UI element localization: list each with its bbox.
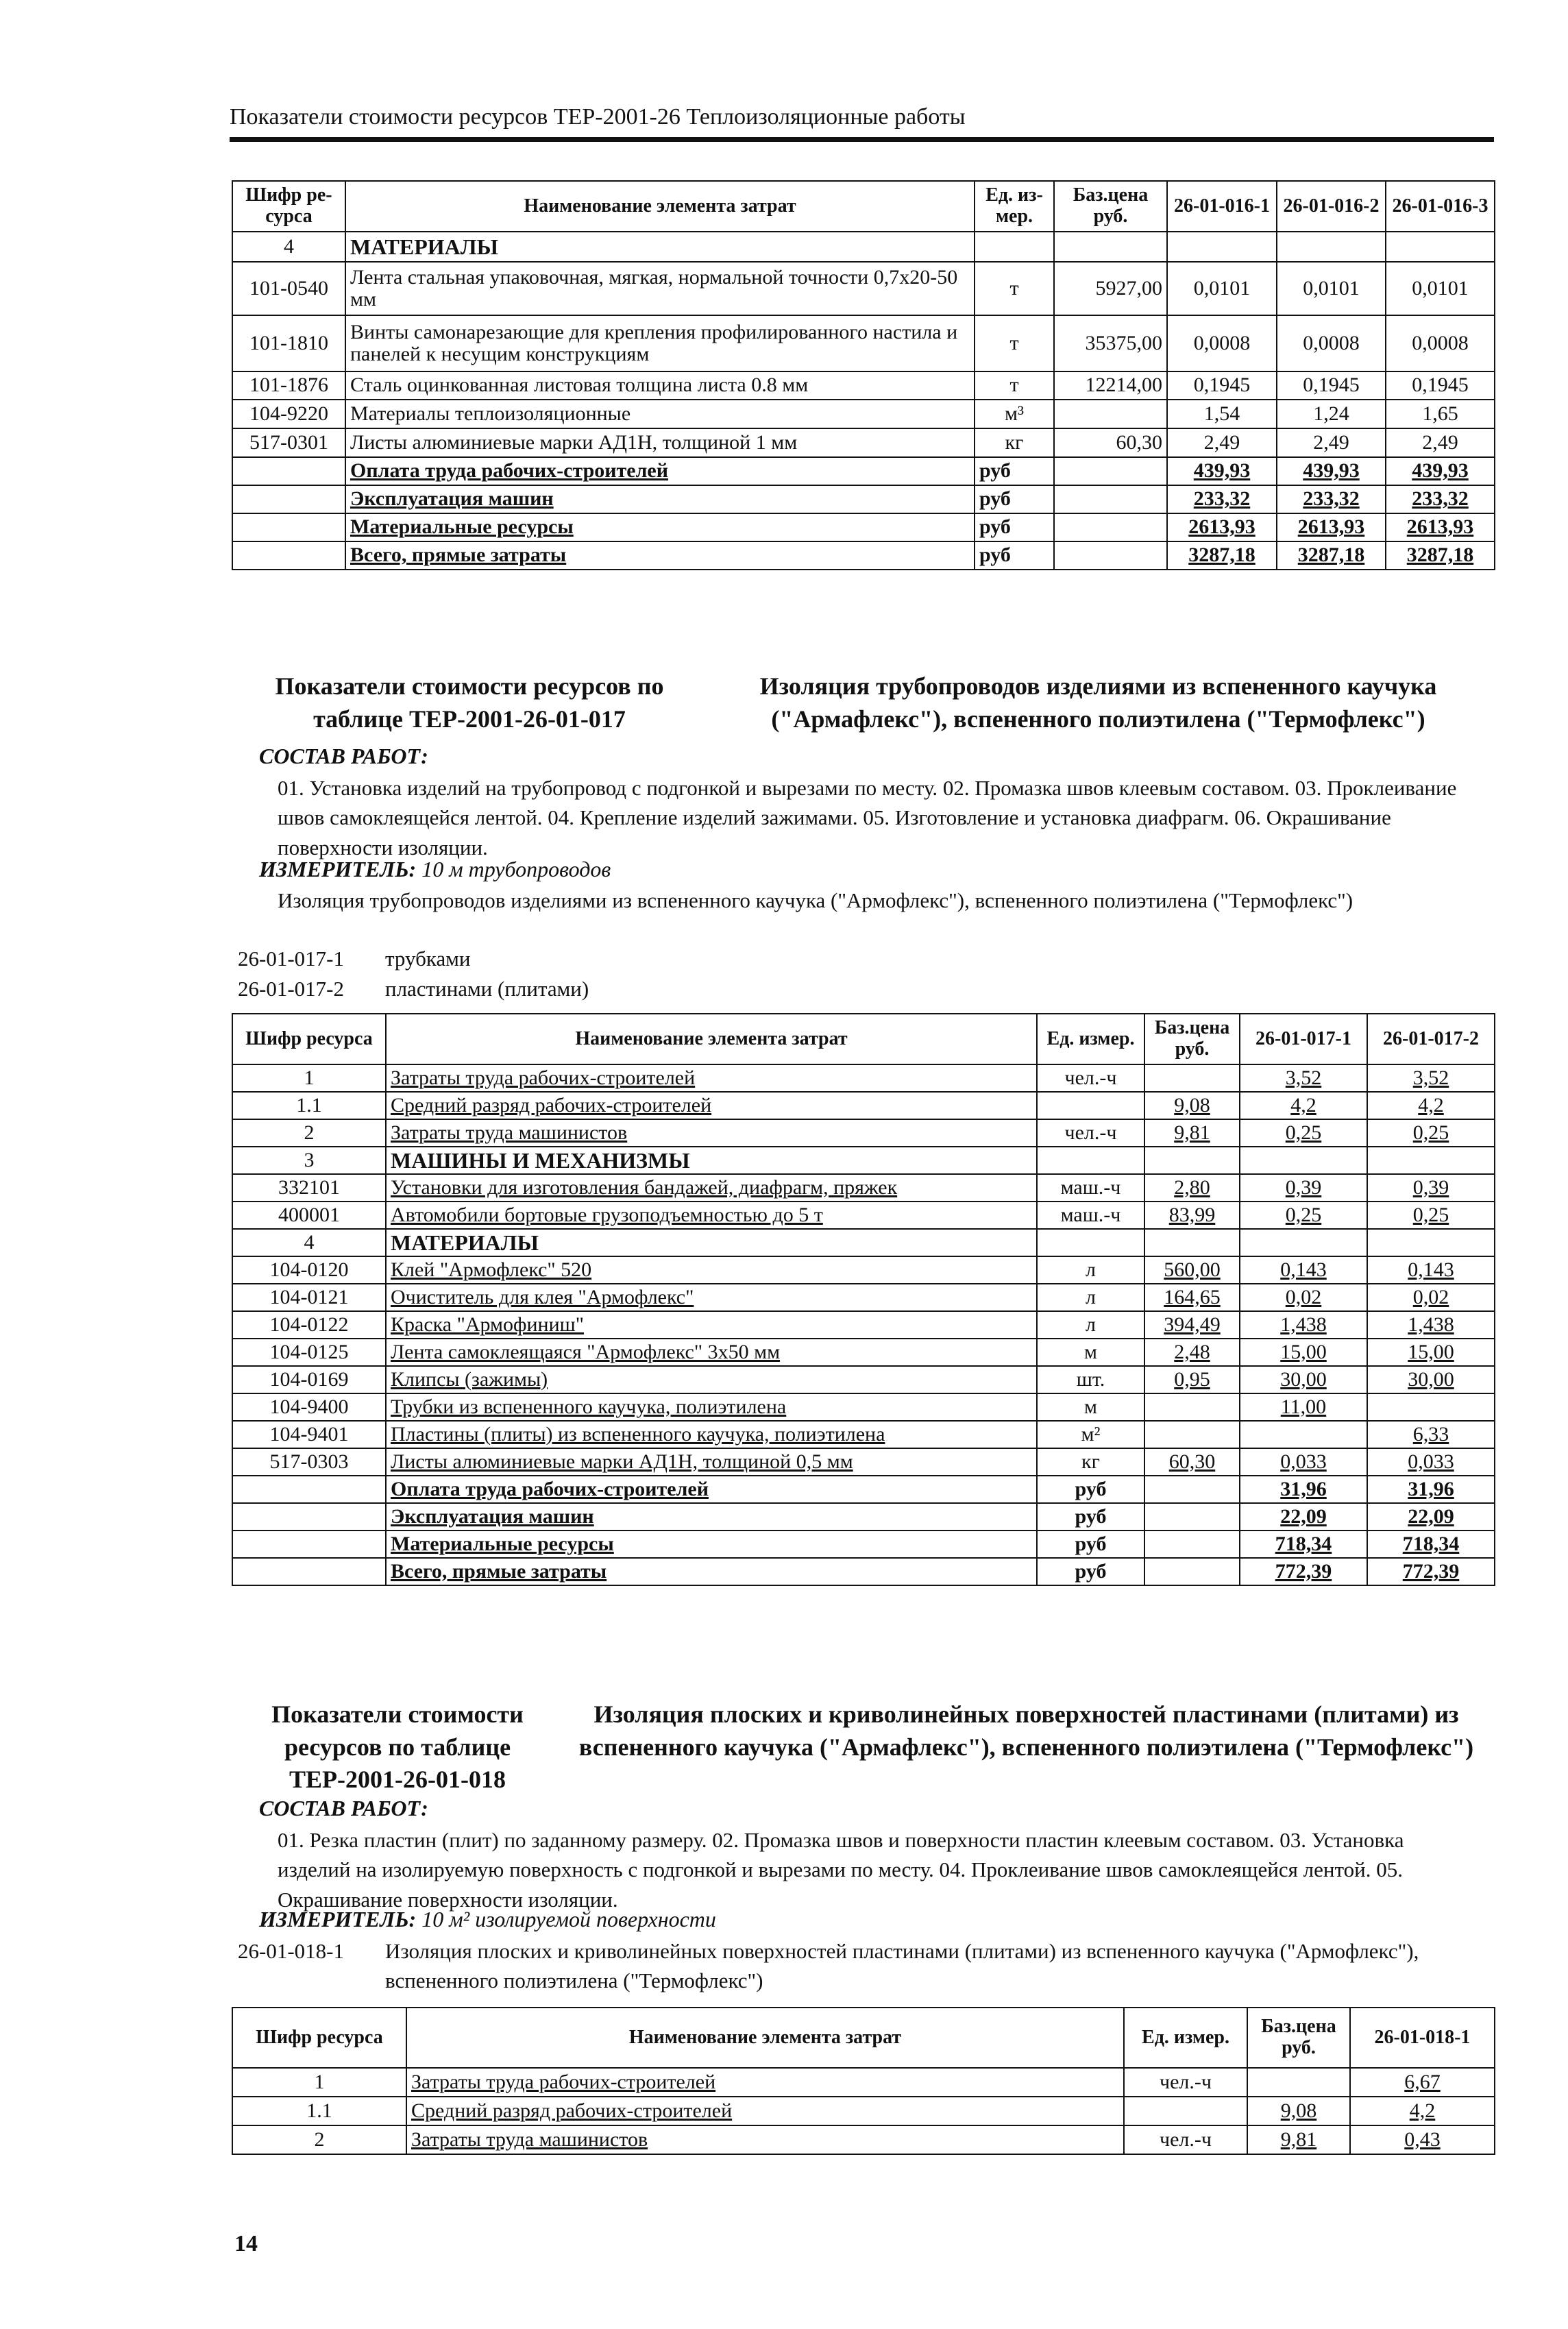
cell-code: 4: [232, 232, 345, 262]
table-row: [232, 1448, 1495, 1476]
table-row: [232, 400, 1495, 428]
cell-code: 1: [232, 2068, 406, 2097]
cell-price: 394,49: [1144, 1311, 1240, 1339]
table-row: [232, 485, 1495, 513]
table-row: [232, 1421, 1495, 1448]
page-number: 14: [234, 2231, 258, 2256]
section-heading-right: Изоляция плоских и криволинейных поверхностей пластинами (плитами) из вспененного каучука ("Армафлекс"), вспененного полиэтилена ("Термофлекс"): [578, 1700, 1474, 1761]
description-text: Изоляция трубопроводов изделиями из вспененного каучука ("Армофлекс"), вспененного полиэтилена ("Термофлекс"): [278, 888, 1353, 912]
table-row: [232, 1256, 1495, 1284]
cell-unit: руб: [1037, 1558, 1144, 1585]
cell-unit: маш.-ч: [1037, 1174, 1144, 1202]
cell-code: 2: [232, 1119, 386, 1147]
cell-value: 6,33: [1367, 1421, 1495, 1448]
cell-name: Автомобили бортовые грузоподъемностью до 5 т: [386, 1202, 1037, 1229]
cell-value: 4,2: [1240, 1092, 1367, 1119]
cell-unit: м: [1037, 1393, 1144, 1421]
table-header-row: [232, 2008, 1495, 2068]
cell-name: Клипсы (зажимы): [386, 1366, 1037, 1393]
cell-value: 31,96: [1367, 1476, 1495, 1503]
variant-row: [238, 944, 470, 973]
cell-name: Затраты труда рабочих-строителей: [406, 2068, 1124, 2097]
cell-price: 83,99: [1144, 1202, 1240, 1229]
table-row: [232, 1174, 1495, 1202]
cell-code: 104-0120: [232, 1256, 386, 1284]
cell-value: [1167, 232, 1277, 262]
cell-value: 0,25: [1367, 1119, 1495, 1147]
table-row: [232, 1476, 1495, 1503]
cell-value: 3287,18: [1167, 541, 1277, 570]
cell-code: [232, 1503, 386, 1531]
table-row: [232, 2068, 1495, 2097]
cell-unit: чел.-ч: [1037, 1064, 1144, 1092]
cell-value: 439,93: [1277, 457, 1386, 485]
cell-value: 233,32: [1167, 485, 1277, 513]
cell-name: Сталь оцинкованная листовая толщина листа 0.8 мм: [345, 371, 975, 400]
izmeritel-value: 10 м трубопроводов: [421, 857, 611, 881]
cell-code: 101-0540: [232, 262, 345, 315]
sostav-text: 01. Резка пластин (плит) по заданному размеру. 02. Промазка швов и поверхности пластин клеевым составом. 03. Установка изделий на изолируемую поверхность с подгонкой и вырезами по месту. 04. Проклеивание швов самоклеящейся лентой. 05. Окрашивание поверхности изоляции.: [278, 1828, 1404, 1912]
cell-price: [1144, 1421, 1240, 1448]
cell-code: 332101: [232, 1174, 386, 1202]
cell-value: 772,39: [1367, 1558, 1495, 1585]
cell-code: 1.1: [232, 2097, 406, 2125]
variant-text: Изоляция плоских и криволинейных поверхностей пластинами (плитами) из вспененного каучука ("Армофлекс"), вспененного полиэтилена ("Термофлекс"): [385, 1939, 1419, 1993]
cell-value: 3287,18: [1277, 541, 1386, 570]
cell-price: 9,08: [1144, 1092, 1240, 1119]
page-header-title: Показатели стоимости ресурсов ТЕР-2001-26 Теплоизоляционные работы: [230, 104, 966, 130]
cell-name: Затраты труда машинистов: [406, 2125, 1124, 2154]
cell-price: 164,65: [1144, 1284, 1240, 1311]
cell-value: 15,00: [1240, 1339, 1367, 1366]
cell-code: 1: [232, 1064, 386, 1092]
cell-name: Материальные ресурсы: [386, 1531, 1037, 1558]
cell-code: 517-0303: [232, 1448, 386, 1476]
cell-value: 0,1945: [1386, 371, 1495, 400]
cell-value: 0,39: [1367, 1174, 1495, 1202]
cell-price: 2,48: [1144, 1339, 1240, 1366]
table-row: [232, 315, 1495, 371]
cell-value: [1240, 1147, 1367, 1174]
cell-price: [1247, 2068, 1350, 2097]
table-row: [232, 1311, 1495, 1339]
cell-unit: руб: [975, 541, 1054, 570]
cell-unit: [1037, 1092, 1144, 1119]
col-header-name: Наименование элемента затрат: [386, 1014, 1037, 1064]
izmeritel-value: 10 м² изолируемой поверхности: [421, 1907, 716, 1931]
cell-code: [232, 1531, 386, 1558]
cell-value: 11,00: [1240, 1393, 1367, 1421]
izmeritel-line: [259, 1907, 716, 1932]
cell-unit: кг: [975, 428, 1054, 457]
col-header-price: Баз.цена руб.: [1054, 181, 1167, 232]
cell-value: 2,49: [1167, 428, 1277, 457]
col-header-price: Баз.цена руб.: [1247, 2008, 1350, 2068]
col-header-code: Шифр ресурса: [232, 1014, 386, 1064]
cell-code: [232, 485, 345, 513]
cell-price: [1054, 513, 1167, 541]
resource-table-018: [232, 2007, 1495, 2155]
cell-price: 9,81: [1144, 1119, 1240, 1147]
cell-value: 233,32: [1277, 485, 1386, 513]
cell-name: Лента самоклеящаяся "Армофлекс" 3х50 мм: [386, 1339, 1037, 1366]
cell-value: 0,02: [1367, 1284, 1495, 1311]
cell-value: 0,143: [1367, 1256, 1495, 1284]
cell-code: [232, 1476, 386, 1503]
resource-table-016: [232, 180, 1495, 570]
cell-unit: руб: [975, 513, 1054, 541]
cell-unit: м: [1037, 1339, 1144, 1366]
cell-value: 2613,93: [1277, 513, 1386, 541]
cell-value: 4,2: [1367, 1092, 1495, 1119]
sostav-text: 01. Установка изделий на трубопровод с подгонкой и вырезами по месту. 02. Промазка швов клеевым составом. 03. Проклеивание швов самоклеящейся лентой. 04. Крепление изделий зажимами. 05. Изготовление и установка диафрагм. 06. Окрашивание поверхности изоляции.: [278, 776, 1457, 859]
cell-unit: [1037, 1229, 1144, 1256]
cell-value: 30,00: [1240, 1366, 1367, 1393]
col-header-unit: Ед. измер.: [1124, 2008, 1247, 2068]
izmeritel-label: ИЗМЕРИТЕЛЬ:: [259, 857, 417, 881]
cell-code: 104-0169: [232, 1366, 386, 1393]
cell-name: Затраты труда рабочих-строителей: [386, 1064, 1037, 1092]
cell-price: [1054, 400, 1167, 428]
cell-name: МАТЕРИАЛЫ: [386, 1229, 1037, 1256]
cell-price: [1054, 232, 1167, 262]
cell-value: 2613,93: [1386, 513, 1495, 541]
table-row: [232, 1147, 1495, 1174]
cell-name: Клей "Армофлекс" 520: [386, 1256, 1037, 1284]
cell-value: 22,09: [1367, 1503, 1495, 1531]
cell-value: 30,00: [1367, 1366, 1495, 1393]
cell-price: [1054, 457, 1167, 485]
table-row: [232, 513, 1495, 541]
table-row: [232, 1092, 1495, 1119]
cell-name: Материальные ресурсы: [345, 513, 975, 541]
cell-code: 2: [232, 2125, 406, 2154]
cell-code: 517-0301: [232, 428, 345, 457]
cell-price: 60,30: [1054, 428, 1167, 457]
col-header-017-1: 26-01-017-1: [1240, 1014, 1367, 1064]
cell-code: [232, 513, 345, 541]
cell-value: 0,39: [1240, 1174, 1367, 1202]
cell-name: Материалы теплоизоляционные: [345, 400, 975, 428]
cell-value: 0,1945: [1277, 371, 1386, 400]
table-row: [232, 1119, 1495, 1147]
cell-value: [1240, 1421, 1367, 1448]
cell-unit: чел.-ч: [1037, 1119, 1144, 1147]
cell-code: [232, 541, 345, 570]
col-header-unit: Ед. из-мер.: [975, 181, 1054, 232]
cell-name: МАТЕРИАЛЫ: [345, 232, 975, 262]
cell-name: Трубки из вспененного каучука, полиэтилена: [386, 1393, 1037, 1421]
cell-value: 0,0008: [1386, 315, 1495, 371]
table-row: [232, 1064, 1495, 1092]
cell-code: 400001: [232, 1202, 386, 1229]
cell-price: [1144, 1531, 1240, 1558]
col-header-unit: Ед. измер.: [1037, 1014, 1144, 1064]
resource-table-017: [232, 1013, 1495, 1586]
cell-value: 2613,93: [1167, 513, 1277, 541]
header-rule: [230, 137, 1494, 142]
cell-unit: [1037, 1147, 1144, 1174]
cell-code: 104-9220: [232, 400, 345, 428]
cell-value: 1,438: [1367, 1311, 1495, 1339]
cell-name: Листы алюминиевые марки АД1Н, толщиной 1 мм: [345, 428, 975, 457]
cell-price: 2,80: [1144, 1174, 1240, 1202]
cell-value: 31,96: [1240, 1476, 1367, 1503]
cell-value: 22,09: [1240, 1503, 1367, 1531]
cell-name: Эксплуатация машин: [386, 1503, 1037, 1531]
cell-unit: л: [1037, 1284, 1144, 1311]
cell-name: Затраты труда машинистов: [386, 1119, 1037, 1147]
section-heading-right: Изоляция трубопроводов изделиями из вспененного каучука ("Армафлекс"), вспененного полиэтилена ("Термофлекс"): [759, 672, 1437, 733]
table-row: [232, 1531, 1495, 1558]
col-header-name: Наименование элемента затрат: [406, 2008, 1124, 2068]
variant-name: пластинами (плитами): [385, 977, 589, 1001]
table-row: [232, 428, 1495, 457]
cell-name: Листы алюминиевые марки АД1Н, толщиной 0,5 мм: [386, 1448, 1037, 1476]
cell-unit: руб: [1037, 1531, 1144, 1558]
cell-unit: [1124, 2097, 1247, 2125]
cell-price: [1144, 1476, 1240, 1503]
cell-price: 12214,00: [1054, 371, 1167, 400]
cell-value: 0,25: [1240, 1202, 1367, 1229]
cell-unit: руб: [1037, 1476, 1144, 1503]
table-row: [232, 232, 1495, 262]
cell-code: 1.1: [232, 1092, 386, 1119]
cell-name: Пластины (плиты) из вспененного каучука, полиэтилена: [386, 1421, 1037, 1448]
cell-price: 5927,00: [1054, 262, 1167, 315]
cell-value: [1367, 1393, 1495, 1421]
cell-value: 1,24: [1277, 400, 1386, 428]
cell-value: 0,0101: [1386, 262, 1495, 315]
cell-price: [1144, 1064, 1240, 1092]
cell-value: 2,49: [1277, 428, 1386, 457]
cell-name: Оплата труда рабочих-строителей: [386, 1476, 1037, 1503]
cell-unit: руб: [975, 485, 1054, 513]
cell-price: 0,95: [1144, 1366, 1240, 1393]
cell-name: МАШИНЫ И МЕХАНИЗМЫ: [386, 1147, 1037, 1174]
cell-value: 439,93: [1386, 457, 1495, 485]
cell-price: [1144, 1393, 1240, 1421]
cell-name: Средний разряд рабочих-строителей: [386, 1092, 1037, 1119]
cell-code: [232, 1558, 386, 1585]
cell-unit: кг: [1037, 1448, 1144, 1476]
cell-value: 3,52: [1367, 1064, 1495, 1092]
table-row: [232, 1393, 1495, 1421]
cell-value: 0,033: [1240, 1448, 1367, 1476]
cell-value: 718,34: [1240, 1531, 1367, 1558]
section-heading-left: Показатели стоимости ресурсов по таблице ТЕР-2001-26-01-017: [275, 672, 664, 733]
cell-price: [1144, 1229, 1240, 1256]
cell-unit: [975, 232, 1054, 262]
cell-unit: руб: [975, 457, 1054, 485]
cell-value: 2,49: [1386, 428, 1495, 457]
cell-value: 0,143: [1240, 1256, 1367, 1284]
table-row: [232, 1366, 1495, 1393]
cell-value: 1,65: [1386, 400, 1495, 428]
cell-value: 0,25: [1367, 1202, 1495, 1229]
sostav-label: СОСТАВ РАБОТ:: [259, 744, 428, 768]
cell-value: 0,0101: [1277, 262, 1386, 315]
table-row: [232, 1229, 1495, 1256]
cell-value: 439,93: [1167, 457, 1277, 485]
col-header-016-2: 26-01-016-2: [1277, 181, 1386, 232]
table-row: [232, 262, 1495, 315]
cell-name: Эксплуатация машин: [345, 485, 975, 513]
cell-unit: чел.-ч: [1124, 2125, 1247, 2154]
izmeritel-line: [259, 857, 611, 882]
cell-value: [1240, 1229, 1367, 1256]
cell-code: 104-0125: [232, 1339, 386, 1366]
cell-value: 0,0008: [1277, 315, 1386, 371]
cell-unit: л: [1037, 1256, 1144, 1284]
cell-price: 35375,00: [1054, 315, 1167, 371]
cell-price: [1054, 485, 1167, 513]
cell-name: Всего, прямые затраты: [345, 541, 975, 570]
cell-code: [232, 457, 345, 485]
cell-value: [1277, 232, 1386, 262]
col-header-code: Шифр ресурса: [232, 2008, 406, 2068]
cell-price: 9,08: [1247, 2097, 1350, 2125]
col-header-name: Наименование элемента затрат: [345, 181, 975, 232]
col-header-016-3: 26-01-016-3: [1386, 181, 1495, 232]
cell-unit: т: [975, 371, 1054, 400]
table-row: [232, 1284, 1495, 1311]
cell-price: 560,00: [1144, 1256, 1240, 1284]
col-header-018-1: 26-01-018-1: [1350, 2008, 1495, 2068]
cell-unit: руб: [1037, 1503, 1144, 1531]
cell-value: 718,34: [1367, 1531, 1495, 1558]
cell-value: [1386, 232, 1495, 262]
table-row: [232, 2125, 1495, 2154]
cell-unit: м²: [1037, 1421, 1144, 1448]
cell-value: 1,54: [1167, 400, 1277, 428]
cell-code: 4: [232, 1229, 386, 1256]
sostav-label: СОСТАВ РАБОТ:: [259, 1796, 428, 1820]
table-row: [232, 541, 1495, 570]
cell-value: 6,67: [1350, 2068, 1495, 2097]
table-row: [232, 1503, 1495, 1531]
cell-unit: шт.: [1037, 1366, 1144, 1393]
cell-value: [1367, 1147, 1495, 1174]
cell-price: 9,81: [1247, 2125, 1350, 2154]
cell-value: 0,25: [1240, 1119, 1367, 1147]
cell-code: 104-0121: [232, 1284, 386, 1311]
cell-code: 104-0122: [232, 1311, 386, 1339]
cell-value: 3287,18: [1386, 541, 1495, 570]
cell-name: Лента стальная упаковочная, мягкая, нормальной точности 0,7х20-50 мм: [345, 262, 975, 315]
table-header-row: [232, 1014, 1495, 1064]
cell-name: Средний разряд рабочих-строителей: [406, 2097, 1124, 2125]
cell-value: [1367, 1229, 1495, 1256]
cell-code: 104-9401: [232, 1421, 386, 1448]
cell-unit: маш.-ч: [1037, 1202, 1144, 1229]
variant-name: трубками: [385, 947, 471, 971]
table-row: [232, 2097, 1495, 2125]
table-row: [232, 1558, 1495, 1585]
variant-code: 26-01-018-1: [238, 1939, 344, 1963]
variant-row: [238, 974, 589, 1003]
cell-value: 3,52: [1240, 1064, 1367, 1092]
cell-name: Всего, прямые затраты: [386, 1558, 1037, 1585]
cell-value: 0,43: [1350, 2125, 1495, 2154]
table-row: [232, 457, 1495, 485]
cell-value: 0,033: [1367, 1448, 1495, 1476]
col-header-price: Баз.цена руб.: [1144, 1014, 1240, 1064]
cell-value: 0,1945: [1167, 371, 1277, 400]
cell-price: [1144, 1558, 1240, 1585]
izmeritel-label: ИЗМЕРИТЕЛЬ:: [259, 1907, 417, 1931]
cell-code: 104-9400: [232, 1393, 386, 1421]
cell-name: Оплата труда рабочих-строителей: [345, 457, 975, 485]
section-heading-left: Показатели стоимости ресурсов по таблице ТЕР-2001-26-01-018: [271, 1700, 524, 1794]
cell-name: Краска "Армофиниш": [386, 1311, 1037, 1339]
cell-unit: л: [1037, 1311, 1144, 1339]
cell-unit: т: [975, 315, 1054, 371]
cell-value: 4,2: [1350, 2097, 1495, 2125]
variant-code: 26-01-017-2: [238, 977, 344, 1001]
col-header-code: Шифр ре-сурса: [232, 181, 345, 232]
cell-unit: т: [975, 262, 1054, 315]
cell-price: [1144, 1147, 1240, 1174]
cell-value: 772,39: [1240, 1558, 1367, 1585]
col-header-016-1: 26-01-016-1: [1167, 181, 1277, 232]
cell-price: 60,30: [1144, 1448, 1240, 1476]
variant-code: 26-01-017-1: [238, 947, 344, 971]
table-row: [232, 1202, 1495, 1229]
cell-code: 101-1810: [232, 315, 345, 371]
cell-price: [1054, 541, 1167, 570]
cell-name: Винты самонарезающие для крепления профилированного настила и панелей к несущим конструкциям: [345, 315, 975, 371]
col-header-017-2: 26-01-017-2: [1367, 1014, 1495, 1064]
cell-unit: м³: [975, 400, 1054, 428]
cell-code: 3: [232, 1147, 386, 1174]
cell-value: 0,0008: [1167, 315, 1277, 371]
cell-price: [1144, 1503, 1240, 1531]
cell-value: 233,32: [1386, 485, 1495, 513]
cell-value: 0,0101: [1167, 262, 1277, 315]
cell-value: 15,00: [1367, 1339, 1495, 1366]
cell-value: 1,438: [1240, 1311, 1367, 1339]
cell-code: 101-1876: [232, 371, 345, 400]
table-header-row: [232, 181, 1495, 232]
cell-name: Установки для изготовления бандажей, диафрагм, пряжек: [386, 1174, 1037, 1202]
cell-value: 0,02: [1240, 1284, 1367, 1311]
cell-unit: чел.-ч: [1124, 2068, 1247, 2097]
table-row: [232, 1339, 1495, 1366]
table-row: [232, 371, 1495, 400]
cell-name: Очиститель для клея "Армофлекс": [386, 1284, 1037, 1311]
